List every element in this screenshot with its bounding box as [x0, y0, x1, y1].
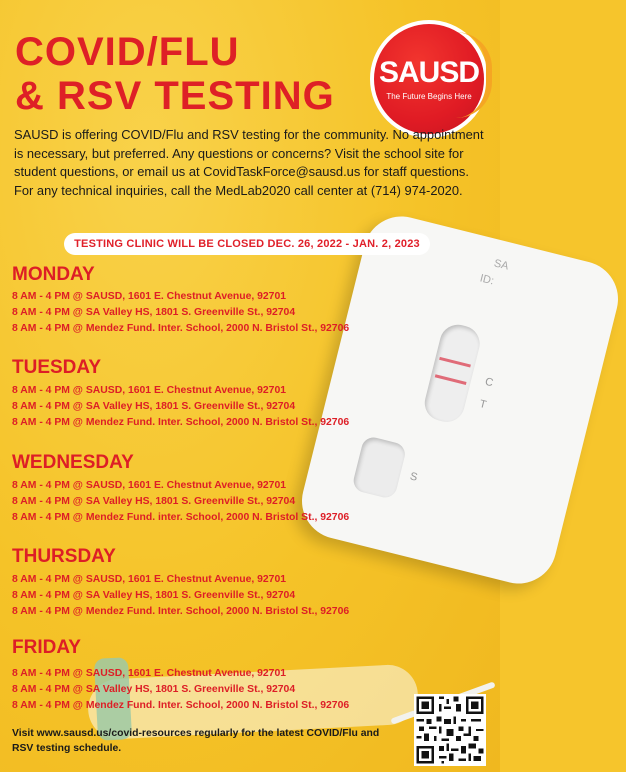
schedule-line: 8 AM - 4 PM @ SAUSD, 1601 E. Chestnut Avenue, 92701	[12, 385, 287, 396]
footer-note: Visit www.sausd.us/covid-resources regularly for the latest COVID/Flu and RSV testing schedule.	[12, 728, 380, 754]
sausd-logo	[370, 20, 488, 138]
logo-tagline: The Future Begins Here	[386, 92, 472, 101]
schedule-line: 8 AM - 4 PM @ Mendez Fund. Inter. School, 2000 N. Bristol St., 92706	[12, 606, 350, 617]
schedule-line: 8 AM - 4 PM @ Mendez Fund. Inter. School, 2000 N. Bristol St., 92706	[12, 700, 350, 711]
schedule-line: 8 AM - 4 PM @ SAUSD, 1601 E. Chestnut Avenue, 92701	[12, 291, 287, 302]
day-heading-monday: MONDAY	[12, 264, 95, 285]
schedule-line: 8 AM - 4 PM @ SA Valley HS, 1801 S. Greenville St., 92704	[12, 401, 296, 412]
schedule-line: 8 AM - 4 PM @ SAUSD, 1601 E. Chestnut Avenue, 92701	[12, 480, 287, 491]
closure-banner: TESTING CLINIC WILL BE CLOSED DEC. 26, 2022 - JAN. 2, 2023	[64, 233, 430, 255]
schedule-line: 8 AM - 4 PM @ SA Valley HS, 1801 S. Greenville St., 92704	[12, 307, 296, 318]
cassette-t-label: T	[478, 398, 488, 412]
page-title	[15, 30, 335, 118]
schedule-line: 8 AM - 4 PM @ Mendez Fund. Inter. School, 2000 N. Bristol St., 92706	[12, 417, 350, 428]
schedule-line: 8 AM - 4 PM @ Mendez Fund. Inter. School, 2000 N. Bristol St., 92706	[12, 323, 350, 334]
day-heading-friday: FRIDAY	[12, 637, 81, 658]
day-heading-tuesday: TUESDAY	[12, 357, 102, 378]
cassette-result-window	[421, 321, 484, 426]
title-line-2: & RSV TESTING	[15, 74, 335, 118]
intro-paragraph: SAUSD is offering COVID/Flu and RSV testing for the community. No appointment is necessary, but preferred. Any questions or concerns? Visit the school site for student questions, or email us at CovidTaskForce@sausd.us for staff questions. For any technical inquiries, call the MedLab2020 call center at (714) 974-2020.	[14, 127, 484, 198]
schedule-line: 8 AM - 4 PM @ SAUSD, 1601 E. Chestnut Avenue, 92701	[12, 668, 287, 679]
title-line-1: COVID/FLU	[15, 30, 240, 74]
cassette-sa-label: SA	[492, 257, 510, 273]
cassette-c-label: C	[483, 375, 495, 390]
cassette-sample-well	[351, 435, 407, 500]
schedule-line: 8 AM - 4 PM @ Mendez Fund. inter. School, 2000 N. Bristol St., 92706	[12, 512, 350, 523]
schedule-line: 8 AM - 4 PM @ SAUSD, 1601 E. Chestnut Avenue, 92701	[12, 574, 287, 585]
cassette-id-label: ID:	[478, 272, 496, 288]
schedule-line: 8 AM - 4 PM @ SA Valley HS, 1801 S. Greenville St., 92704	[12, 684, 296, 695]
day-heading-thursday: THURSDAY	[12, 546, 116, 567]
cassette-s-label: S	[408, 470, 419, 484]
schedule-line: 8 AM - 4 PM @ SA Valley HS, 1801 S. Greenville St., 92704	[12, 590, 296, 601]
day-heading-wednesday: WEDNESDAY	[12, 452, 134, 473]
qr-code-icon	[414, 694, 486, 766]
test-cassette-image	[294, 208, 626, 591]
schedule-line: 8 AM - 4 PM @ SA Valley HS, 1801 S. Greenville St., 92704	[12, 496, 296, 507]
logo-wordmark: SAUSD	[378, 56, 479, 89]
